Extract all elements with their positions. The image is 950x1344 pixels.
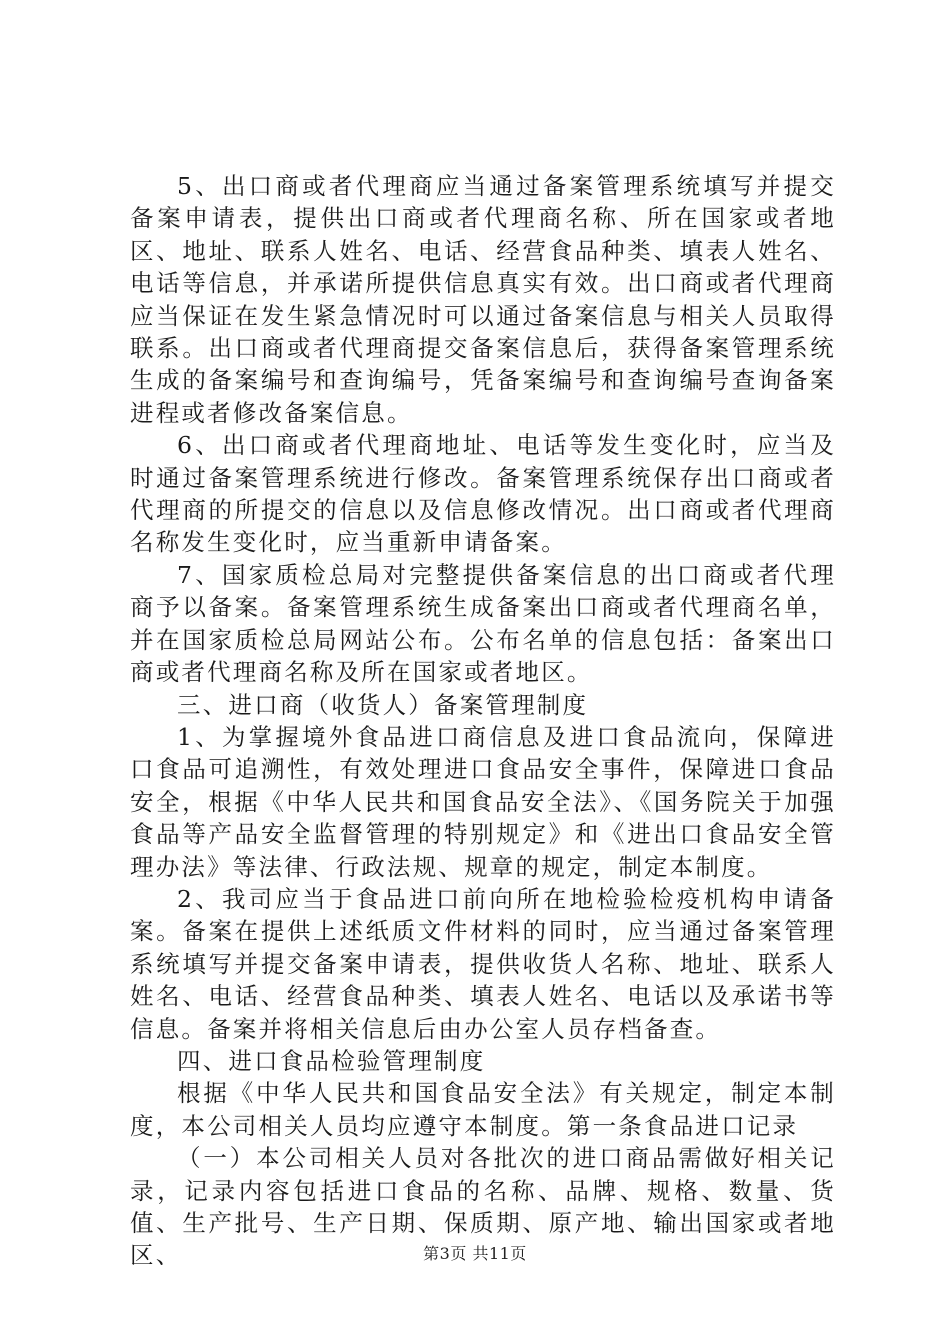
paragraph-5: 5、出口商或者代理商应当通过备案管理系统填写并提交备案申请表，提供出口商或者代理商名称、所在国家或者地区、地址、联系人姓名、电话、经营食品种类、填表人姓名、电话等信息，并承诺所提供信息真实有效。出口商或者代理商应当保证在发生紧急情况时可以通过备案信息与相关人员取得联系。出口商或者代理商提交备案信息后，获得备案管理系统生成的备案编号和查询编号，凭备案编号和查询编号查询备案进程或者修改备案信息。 xyxy=(130,172,836,427)
paragraph-inspection-record: （一）本公司相关人员对各批次的进口商品需做好相关记录，记录内容包括进口食品的名称、品牌、规格、数量、货值、生产批号、生产日期、保质期、原产地、输出国家或者地区、 xyxy=(130,1144,836,1270)
paragraph-importer-2: 2、我司应当于食品进口前向所在地检验检疫机构申请备案。备案在提供上述纸质文件材料的同时，应当通过备案管理系统填写并提交备案申请表，提供收货人名称、地址、联系人姓名、电话、经营食品种类、填表人姓名、电话以及承诺书等信息。备案并将相关信息后由办公室人员存档备查。 xyxy=(130,884,836,1043)
document-body xyxy=(130,170,836,1272)
paragraph-inspection-intro: 根据《中华人民共和国食品安全法》有关规定，制定本制度，本公司相关人员均应遵守本制度。第一条食品进口记录 xyxy=(130,1079,836,1140)
section-heading-import-inspection: 四、进口食品检验管理制度 xyxy=(177,1046,486,1075)
paragraph-6: 6、出口商或者代理商地址、电话等发生变化时，应当及时通过备案管理系统进行修改。备案管理系统保存出口商或者代理商的所提交的信息以及信息修改情况。出口商或者代理商名称发生变化时，应当重新申请备案。 xyxy=(130,431,836,557)
paragraph-importer-1: 1、为掌握境外食品进口商信息及进口食品流向，保障进口食品可追溯性，有效处理进口食品安全事件，保障进口食品安全，根据《中华人民共和国食品安全法》、《国务院关于加强食品等产品安全监督管理的特别规定》和《进出口食品安全管理办法》等法律、行政法规、规章的规定，制定本制度。 xyxy=(130,722,836,881)
paragraph-7: 7、国家质检总局对完整提供备案信息的出口商或者代理商予以备案。备案管理系统生成备案出口商或者代理商名单，并在国家质检总局网站公布。公布名单的信息包括：备案出口商或者代理商名称及所在国家或者地区。 xyxy=(130,560,836,687)
page-footer: 第3页 共11页 xyxy=(423,1244,527,1263)
section-heading-importer-filing: 三、进口商（收货人）备案管理制度 xyxy=(177,690,589,719)
